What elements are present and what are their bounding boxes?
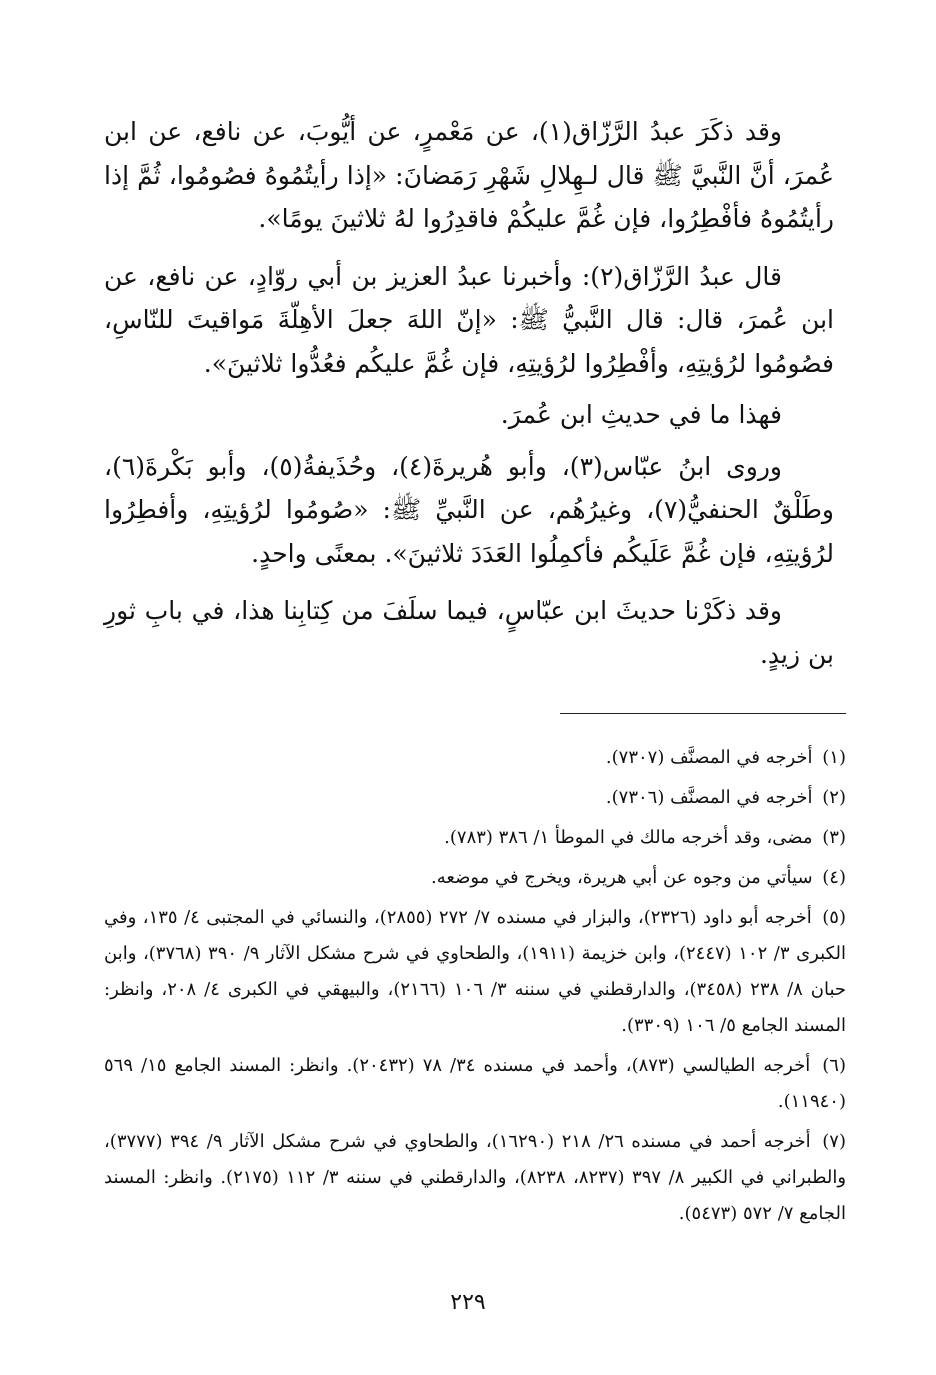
- footnote-7: [104, 1124, 846, 1232]
- footnote-number: (٧): [822, 1131, 846, 1152]
- footnote-5: [104, 900, 846, 1044]
- footnote-text: أخرجه أبو داود (٢٣٢٦)، والبزار في مسنده ٧/ ٢٧٢ (٢٨٥٥)، والنسائي في المجتبى ٤/ ١٣٥، وفي الكبرى ٣/ ١٠٢ (٢٤٤٧)، وابن خزيمة (١٩١١)، والطحاوي في شرح مشكل الآثار ٩/ ٣٩٠ (٣٧٦٨)، وابن حبان ٨/ ٢٣٨ (٣٤٥٨)، والدارقطني في سننه ٣/ ١٠٦ (٢١٦٦)، والبيهقي في الكبرى ٤/ ٢٠٨، وانظر: المسند الجامع ٥/ ١٠٦ (٣٣٠٩).: [104, 907, 847, 1036]
- footnote-number: (٥): [822, 907, 846, 928]
- footnote-separator: [560, 713, 846, 714]
- paragraph-5: وقد ذكَرْنا حديثَ ابن عبّاسٍ، فيما سلَفَ من كِتابِنا هذا، في بابِ ثورِ بن زيدٍ.: [104, 596, 834, 669]
- footnote-6: [104, 1048, 846, 1120]
- main-text: [104, 110, 834, 690]
- footnote-number: (٢): [822, 787, 846, 808]
- footnote-text: أخرجه في المصنَّف (٧٣٠٦).: [605, 787, 813, 808]
- footnote-3: [104, 820, 846, 856]
- paragraph-2: قال عبدُ الرَّزّاق(٢): وأخبرنا عبدُ العزيز بن أبي روّادٍ، عن نافع، عن ابن عُمرَ، قال: قال النَّبيُّ ﷺ: «إنّ اللهَ جعلَ الأهِلّةَ مَواقيتَ للنّاسِ، فصُومُوا لرُؤيتِهِ، وأفْطِرُوا لرُؤيتِهِ، فإن غُمَّ عليكُم فعُدُّوا ثلاثينَ».: [104, 261, 834, 378]
- footnote-number: (٣): [822, 827, 846, 848]
- footnote-text: سيأتي من وجوه عن أبي هريرة، ويخرج في موضعه.: [431, 867, 813, 888]
- footnotes: [104, 740, 846, 1236]
- paragraph-1: وقد ذكَرَ عبدُ الرَّزّاق(١)، عن مَعْمرٍ، عن أيُّوبَ، عن نافع، عن ابن عُمرَ، أنَّ النَّبيَّ ﷺ قال لـهِلالِ شَهْرِ رَمَضانَ: «إذا رأيتُمُوهُ فصُومُوا، ثُمَّ إذا رأيتُمُوهُ فأفْطِرُوا، فإن غُمَّ عليكُمْ فاقدِرُوا لهُ ثلاثينَ يومًا».: [104, 117, 834, 233]
- footnote-4: [104, 860, 846, 896]
- footnote-number: (٦): [822, 1055, 846, 1076]
- footnote-2: [104, 780, 846, 816]
- footnote-number: (١): [822, 747, 846, 768]
- footnote-text: أخرجه في المصنَّف (٧٣٠٧).: [605, 747, 813, 768]
- page-number: ٢٢٩: [450, 1290, 486, 1315]
- paragraph-3: فهذا ما في حديثِ ابن عُمرَ.: [500, 400, 782, 429]
- footnote-text: أخرجه الطيالسي (٨٧٣)، وأحمد في مسنده ٣٤/ ٧٨ (٢٠٤٣٢). وانظر: المسند الجامع ١٥/ ٥٦٩ (١١٩٤٠).: [104, 1055, 846, 1112]
- footnote-number: (٤): [822, 867, 846, 888]
- footnote-text: أخرجه أحمد في مسنده ٢٦/ ٢١٨ (١٦٢٩٠)، والطحاوي في شرح مشكل الآثار ٩/ ٣٩٤ (٣٧٧٧)، والطبراني في الكبير ٨/ ٣٩٧ (٨٢٣٧، ٨٢٣٨)، والدارقطني في سننه ٣/ ١١٢ (٢١٧٥). وانظر: المسند الجامع ٧/ ٥٧٢ (٥٤٧٣).: [104, 1131, 847, 1224]
- paragraph-4: وروى ابنُ عبّاس(٣)، وأبو هُريرةَ(٤)، وحُذَيفةُ(٥)، وأبو بَكْرةَ(٦)، وطَلْقٌ الحنفيُّ(٧)، وغيرُهُم، عن النَّبيِّ ﷺ: «صُومُوا لرُؤيتِهِ، وأفطِرُوا لرُؤيتِهِ، فإن غُمَّ عَلَيكُم فأكمِلُوا العَدَدَ ثلاثينَ». بمعنًى واحدٍ.: [104, 451, 834, 568]
- footnote-text: مضى، وقد أخرجه مالك في الموطأ ١/ ٣٨٦ (٧٨٣).: [444, 827, 813, 848]
- footnote-1: [104, 740, 846, 776]
